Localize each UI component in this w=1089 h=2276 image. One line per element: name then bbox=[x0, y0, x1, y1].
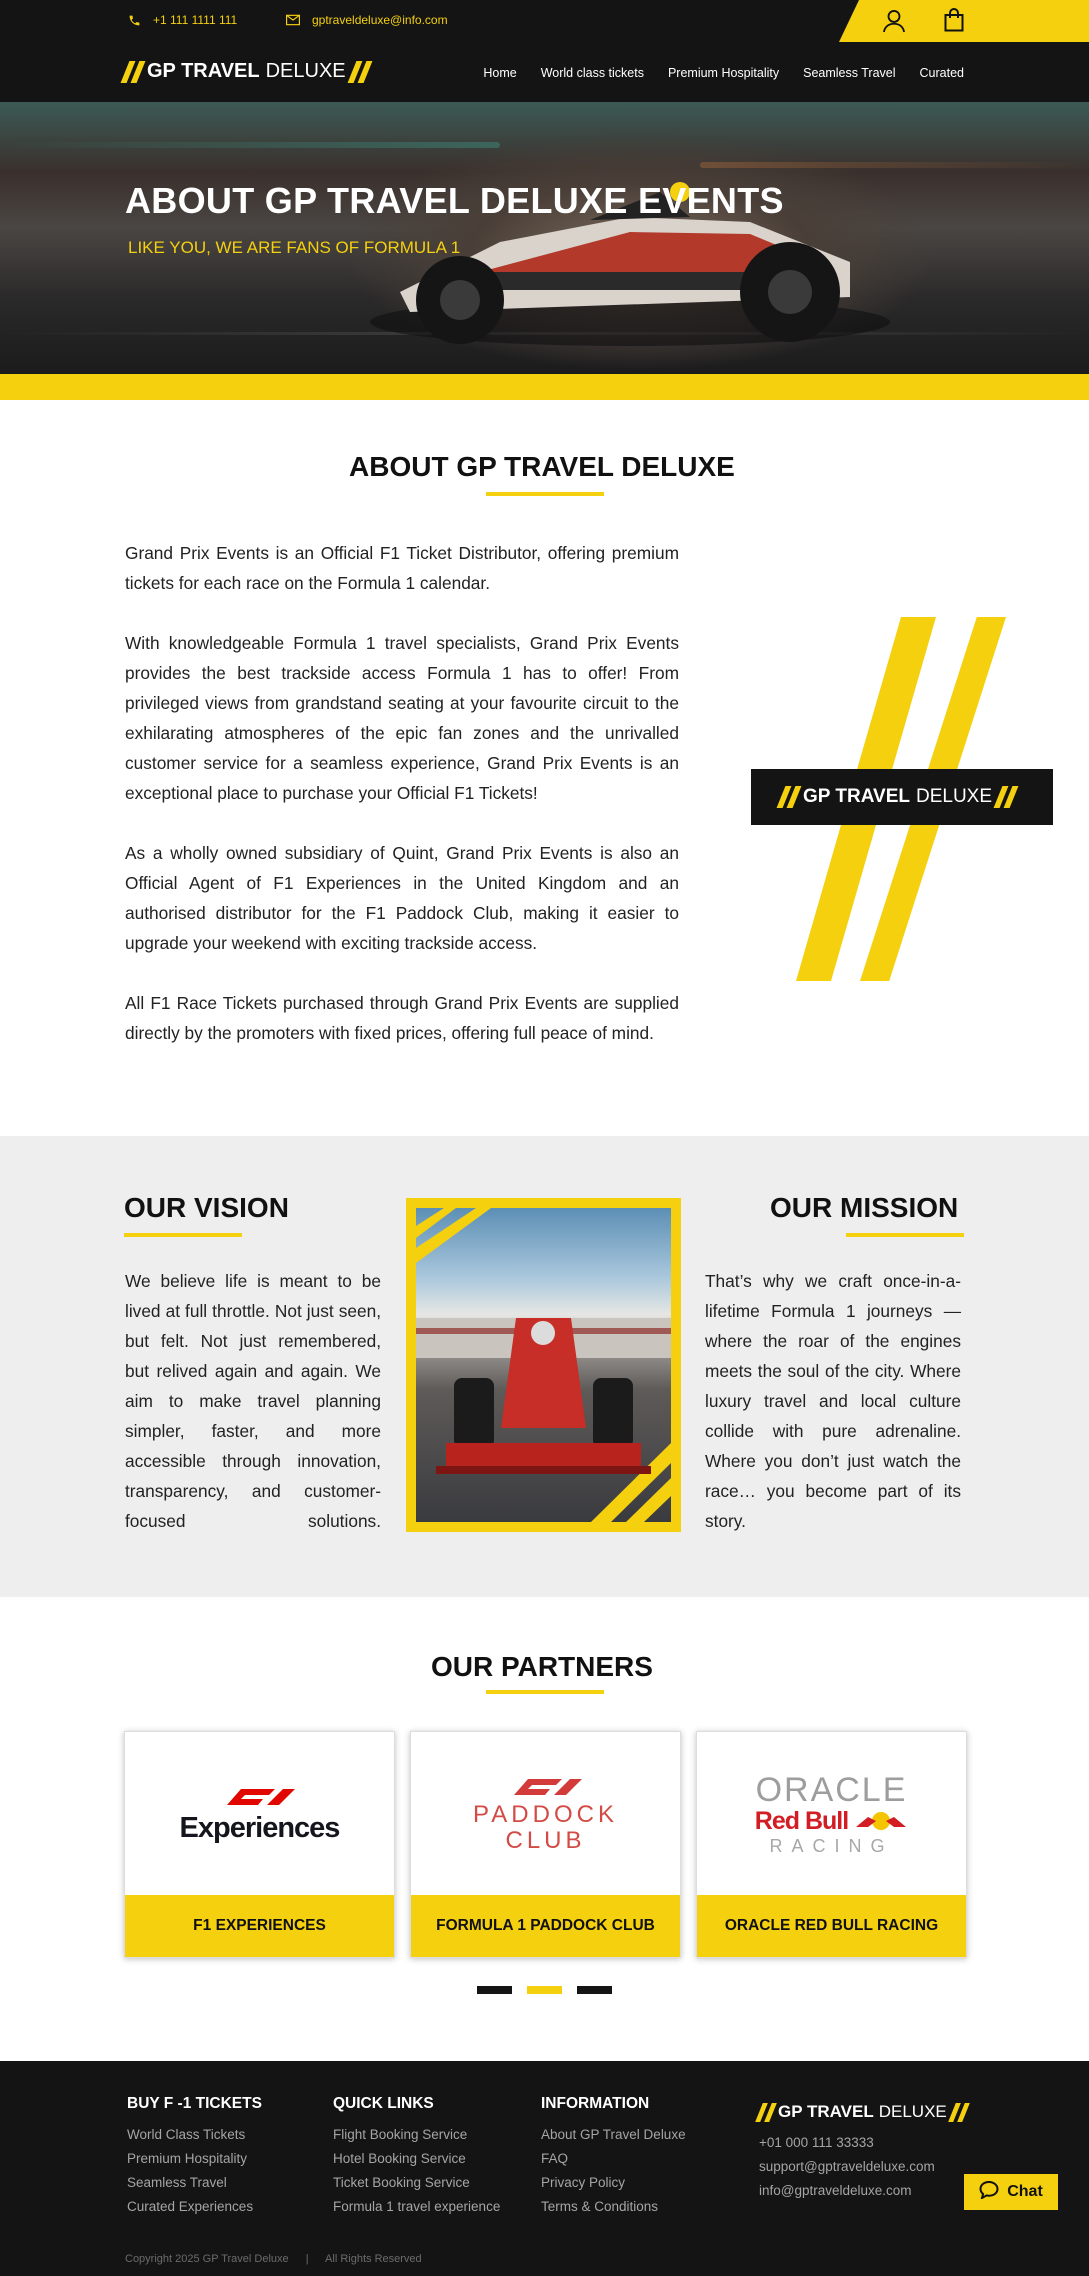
footer-link[interactable]: Terms & Conditions bbox=[541, 2199, 659, 2214]
nav-item-curated[interactable]: Curated bbox=[919, 66, 964, 80]
carousel-dot-1[interactable] bbox=[477, 1986, 512, 1994]
about-title-underline bbox=[486, 492, 604, 496]
account-tab bbox=[839, 0, 1089, 42]
email-address: gptraveldeluxe@info.com bbox=[312, 13, 448, 27]
phone-number: +1 111 1111 111 bbox=[153, 13, 238, 27]
footer-column-contact bbox=[759, 2102, 966, 2203]
footer-column-title: INFORMATION bbox=[541, 2095, 650, 2112]
brand-logo bbox=[781, 786, 1014, 808]
logo-slashes-icon bbox=[998, 786, 1014, 808]
partner-card-f1-experiences[interactable] bbox=[124, 1731, 395, 1958]
race-car-front-image bbox=[416, 1208, 671, 1522]
partner-label: F1 EXPERIENCES bbox=[125, 1895, 394, 1957]
partners-title: OUR PARTNERS bbox=[431, 1651, 653, 1682]
nav-item-seamless-travel[interactable]: Seamless Travel bbox=[803, 66, 896, 80]
footer-phone[interactable]: +01 000 111 33333 bbox=[759, 2135, 874, 2150]
vision-title: OUR VISION bbox=[124, 1192, 289, 1223]
logo-slashes-icon bbox=[781, 786, 797, 808]
footer-link[interactable]: Curated Experiences bbox=[127, 2199, 254, 2214]
phone-icon bbox=[127, 13, 141, 27]
mail-icon bbox=[286, 13, 300, 27]
phone-contact[interactable] bbox=[127, 13, 237, 27]
about-brand-logo bbox=[751, 769, 1053, 825]
red-bull-logo-text: Red Bull bbox=[754, 1806, 849, 1835]
shopping-bag-icon[interactable] bbox=[944, 8, 964, 37]
footer-link[interactable]: Seamless Travel bbox=[127, 2175, 227, 2190]
logo-slashes-icon bbox=[352, 61, 368, 83]
footer-column-title: BUY F -1 TICKETS bbox=[127, 2095, 262, 2112]
about-paragraph: All F1 Race Tickets purchased through Grand Prix Events are supplied directly by the promoters with fixed prices, offering full peace of mind. bbox=[125, 993, 679, 1043]
hero-subtitle: LIKE YOU, WE ARE FANS OF FORMULA 1 bbox=[128, 238, 461, 257]
club-logo-text: CLUB bbox=[505, 1827, 586, 1854]
paddock-club-logo bbox=[411, 1732, 680, 1897]
hero-banner bbox=[0, 102, 1089, 374]
chat-bubble-icon bbox=[979, 2181, 999, 2204]
paddock-logo-text: PADDOCK bbox=[473, 1801, 618, 1828]
copyright-text: Copyright 2025 GP Travel Deluxe bbox=[125, 2253, 289, 2265]
footer-link[interactable]: Privacy Policy bbox=[541, 2175, 626, 2190]
f1-experiences-logo-text: Experiences bbox=[179, 1811, 340, 1844]
logo-slashes-icon bbox=[759, 2103, 773, 2122]
bulls-icon bbox=[854, 1809, 908, 1833]
rights-text: All Rights Reserved bbox=[325, 2253, 422, 2265]
about-title: ABOUT GP TRAVEL DELUXE bbox=[349, 451, 735, 482]
top-bar bbox=[0, 0, 1089, 42]
nav-item-home[interactable]: Home bbox=[483, 66, 517, 80]
hero-title: ABOUT GP TRAVEL DELUXE EVENTS bbox=[125, 180, 784, 221]
user-icon[interactable] bbox=[883, 9, 905, 38]
nav-item-world-class-tickets[interactable]: World class tickets bbox=[540, 66, 644, 80]
f1-experiences-logo bbox=[125, 1732, 394, 1897]
logo-slashes-icon bbox=[125, 61, 141, 83]
partner-card-red-bull-racing[interactable] bbox=[696, 1731, 967, 1958]
partner-card-paddock-club[interactable] bbox=[410, 1731, 681, 1958]
nav-menu bbox=[483, 66, 964, 80]
carousel-dot-2[interactable] bbox=[527, 1986, 562, 1994]
red-bull-racing-logo bbox=[697, 1732, 966, 1897]
footer-support-email[interactable]: support@gptraveldeluxe.com bbox=[759, 2159, 935, 2174]
brand-name-light: DELUXE bbox=[878, 2102, 947, 2121]
carousel-dot-3[interactable] bbox=[577, 1986, 612, 1994]
about-paragraph: Grand Prix Events is an Official F1 Ticket Distributor, offering premium tickets for each race on the Formula 1 calendar. bbox=[125, 543, 679, 593]
chat-label: Chat bbox=[1007, 2183, 1043, 2200]
copyright-separator: | bbox=[305, 2253, 309, 2265]
mission-text: That’s why we craft once-in-a-lifetime Formula 1 journeys — where the roar of the engines meets the soul of the city. Where luxury travel and local culture collide with pure adrenaline. Where you don’t just watch the race… you become part of its story. bbox=[705, 1271, 961, 1531]
about-paragraph: With knowledgeable Formula 1 travel specialists, Grand Prix Events provides the best trackside access Formula 1 has to offer! From privileged views from grandstand seating at your favourite circuit to the exhilarating atmospheres of the epic fan zones and the unrivalled customer service for a seamless experience, Grand Prix Events is an exceptional place to purchase your Official F1 Tickets! bbox=[125, 633, 679, 803]
brand-name-light: DELUXE bbox=[915, 786, 993, 807]
footer-link[interactable]: World Class Tickets bbox=[127, 2127, 246, 2142]
email-contact[interactable] bbox=[286, 13, 448, 27]
vision-image-frame bbox=[406, 1198, 681, 1532]
vision-text: We believe life is meant to be lived at full throttle. Not just seen, but felt. Not just remembered, but relived again and again. We aim to make travel planning simpler, faster, and more accessible through innovation, transparency, and customer-focused solutions. bbox=[125, 1271, 381, 1531]
footer-link[interactable]: Flight Booking Service bbox=[333, 2127, 468, 2142]
mission-title: OUR MISSION bbox=[770, 1192, 959, 1223]
partner-label: FORMULA 1 PADDOCK CLUB bbox=[411, 1895, 680, 1957]
footer-column-information bbox=[541, 2095, 686, 2219]
footer-link[interactable]: Premium Hospitality bbox=[127, 2151, 248, 2166]
brand-logo[interactable] bbox=[125, 60, 368, 83]
footer-column-title: QUICK LINKS bbox=[333, 2095, 434, 2112]
racing-logo-text: RACING bbox=[769, 1835, 894, 1856]
footer-link[interactable]: Formula 1 travel experience bbox=[333, 2199, 501, 2214]
footer-column-tickets bbox=[127, 2095, 262, 2219]
partners-title-underline bbox=[486, 1690, 604, 1694]
copyright bbox=[125, 2253, 422, 2265]
main-navigation bbox=[0, 42, 1089, 102]
partner-label: ORACLE RED BULL RACING bbox=[697, 1895, 966, 1957]
footer-link[interactable]: About GP Travel Deluxe bbox=[541, 2127, 686, 2142]
brand-name-light: DELUXE bbox=[265, 60, 346, 82]
footer-link[interactable]: Hotel Booking Service bbox=[333, 2151, 466, 2166]
brand-name-bold: GP TRAVEL bbox=[147, 60, 260, 82]
mission-title-underline bbox=[846, 1233, 964, 1237]
f1-logo-icon bbox=[506, 1775, 586, 1797]
about-paragraph: As a wholly owned subsidiary of Quint, Grand Prix Events is also an Official Agent of F1 Experiences in the United Kingdom and an authorised distributor for the F1 Paddock Club, making it easier to upgrade your weekend with exciting trackside access. bbox=[125, 843, 679, 953]
logo-slashes-icon bbox=[952, 2103, 966, 2122]
f1-logo-icon bbox=[219, 1785, 299, 1807]
brand-name-bold: GP TRAVEL bbox=[803, 786, 910, 807]
chat-button[interactable] bbox=[964, 2174, 1058, 2210]
about-text bbox=[125, 538, 679, 1078]
footer-column-quick-links bbox=[333, 2095, 500, 2219]
oracle-logo-text: ORACLE bbox=[755, 1770, 908, 1809]
footer-link[interactable]: Ticket Booking Service bbox=[333, 2175, 470, 2190]
hero-yellow-band bbox=[0, 374, 1089, 400]
footer-brand-logo[interactable] bbox=[759, 2102, 966, 2122]
nav-item-premium-hospitality[interactable]: Premium Hospitality bbox=[667, 66, 780, 80]
footer-link[interactable]: FAQ bbox=[541, 2151, 569, 2166]
brand-name-bold: GP TRAVEL bbox=[778, 2102, 874, 2121]
vision-title-underline bbox=[124, 1233, 242, 1237]
footer-info-email[interactable]: info@gptraveldeluxe.com bbox=[759, 2183, 912, 2198]
